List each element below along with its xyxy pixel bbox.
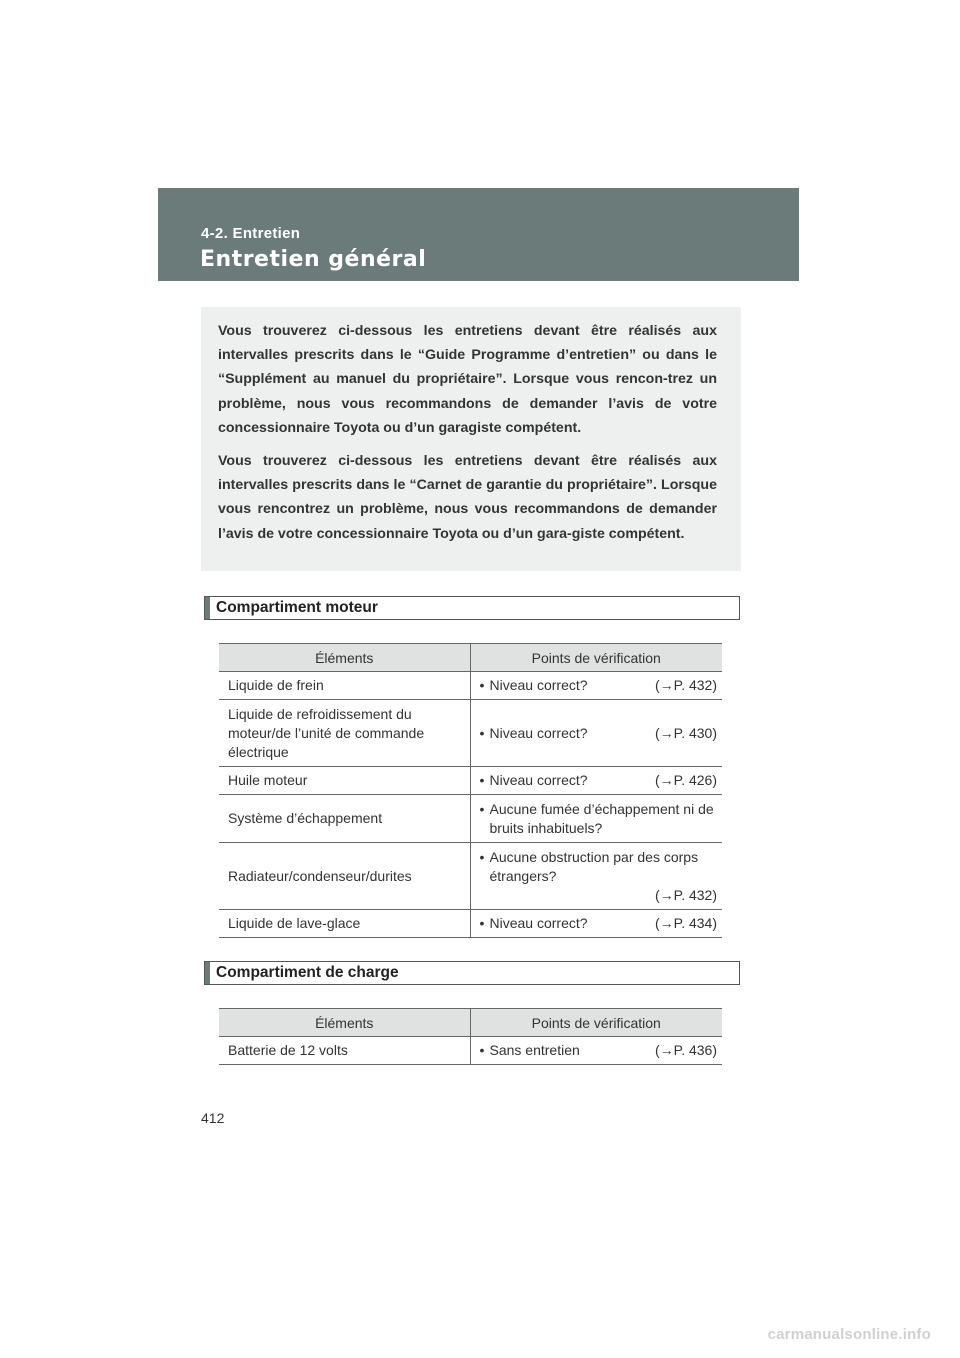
column-header-checks: Points de vérification bbox=[470, 1009, 722, 1037]
table-header-row bbox=[219, 1009, 722, 1037]
page-reference: (→P. 432) bbox=[655, 677, 717, 693]
table-row bbox=[219, 843, 722, 910]
table-row bbox=[219, 700, 722, 767]
page-reference: (→P. 432) bbox=[655, 886, 717, 903]
engine-compartment-heading bbox=[204, 596, 740, 620]
check-cell: • Aucune obstruction par des corps étrangers? (→P. 432) bbox=[470, 843, 722, 910]
cargo-compartment-heading-text: Compartiment de charge bbox=[216, 964, 399, 981]
intro-paragraph-2: Vous trouverez ci-dessous les entretiens devant être réalisés aux intervalles prescrits dans le “Carnet de garantie du propriétaire”. Lorsque vous rencontrez un problème, nous vous recommandons de demander l’avis de votre concessionnaire Toyota ou d’un gara-giste compétent. bbox=[218, 453, 717, 542]
page-reference: (→P. 430) bbox=[655, 724, 717, 741]
check-cell: • Niveau correct? (→P. 434) bbox=[470, 910, 722, 938]
cargo-check-table bbox=[219, 1008, 722, 1065]
page-reference: (→P. 436) bbox=[655, 1042, 717, 1058]
item-cell: Liquide de frein bbox=[219, 672, 470, 700]
table-header-row bbox=[219, 644, 722, 672]
cargo-compartment-heading bbox=[204, 961, 740, 985]
page-title: Entretien général bbox=[200, 247, 427, 272]
check-cell: • Aucune fumée d’échappement ni de bruits inhabituels? bbox=[470, 795, 722, 843]
check-cell: • Sans entretien (→P. 436) bbox=[470, 1037, 722, 1065]
table-row bbox=[219, 1037, 722, 1065]
item-cell: Huile moteur bbox=[219, 767, 470, 795]
engine-compartment-heading-text: Compartiment moteur bbox=[216, 599, 378, 616]
column-header-items: Éléments bbox=[219, 1009, 470, 1037]
column-header-checks: Points de vérification bbox=[470, 644, 722, 672]
item-cell: Radiateur/condenseur/durites bbox=[219, 843, 470, 910]
check-cell: • Niveau correct? (→P. 430) bbox=[470, 700, 722, 767]
item-cell: Liquide de refroidissement du moteur/de l’unité de commande électrique bbox=[219, 700, 470, 767]
table-row bbox=[219, 910, 722, 938]
table-row bbox=[219, 795, 722, 843]
watermark-text: carmanualsonline.info bbox=[767, 1326, 931, 1343]
intro-box bbox=[201, 307, 741, 571]
table-row bbox=[219, 672, 722, 700]
item-cell: Liquide de lave-glace bbox=[219, 910, 470, 938]
item-cell: Système d’échappement bbox=[219, 795, 470, 843]
engine-check-table bbox=[219, 643, 722, 938]
check-cell: • Niveau correct? (→P. 426) bbox=[470, 767, 722, 795]
intro-paragraph-1: Vous trouverez ci-dessous les entretiens devant être réalisés aux intervalles prescrits dans le “Guide Programme d’entretien” ou dans le “Supplément au manuel du propriétaire”. Lorsque vous rencon-trez un problème, nous vous recommandons de demander l’avis de votre concessionnaire Toyota ou d’un garagiste compétent. bbox=[218, 323, 717, 436]
heading-bar bbox=[205, 597, 210, 619]
section-label: 4-2. Entretien bbox=[201, 225, 301, 242]
heading-bar bbox=[205, 962, 210, 984]
page-reference: (→P. 434) bbox=[655, 915, 717, 931]
page-number: 412 bbox=[201, 1110, 225, 1126]
column-header-items: Éléments bbox=[219, 644, 470, 672]
item-cell: Batterie de 12 volts bbox=[219, 1037, 470, 1065]
check-cell: • Niveau correct? (→P. 432) bbox=[470, 672, 722, 700]
page-reference: (→P. 426) bbox=[655, 772, 717, 788]
table-row bbox=[219, 767, 722, 795]
